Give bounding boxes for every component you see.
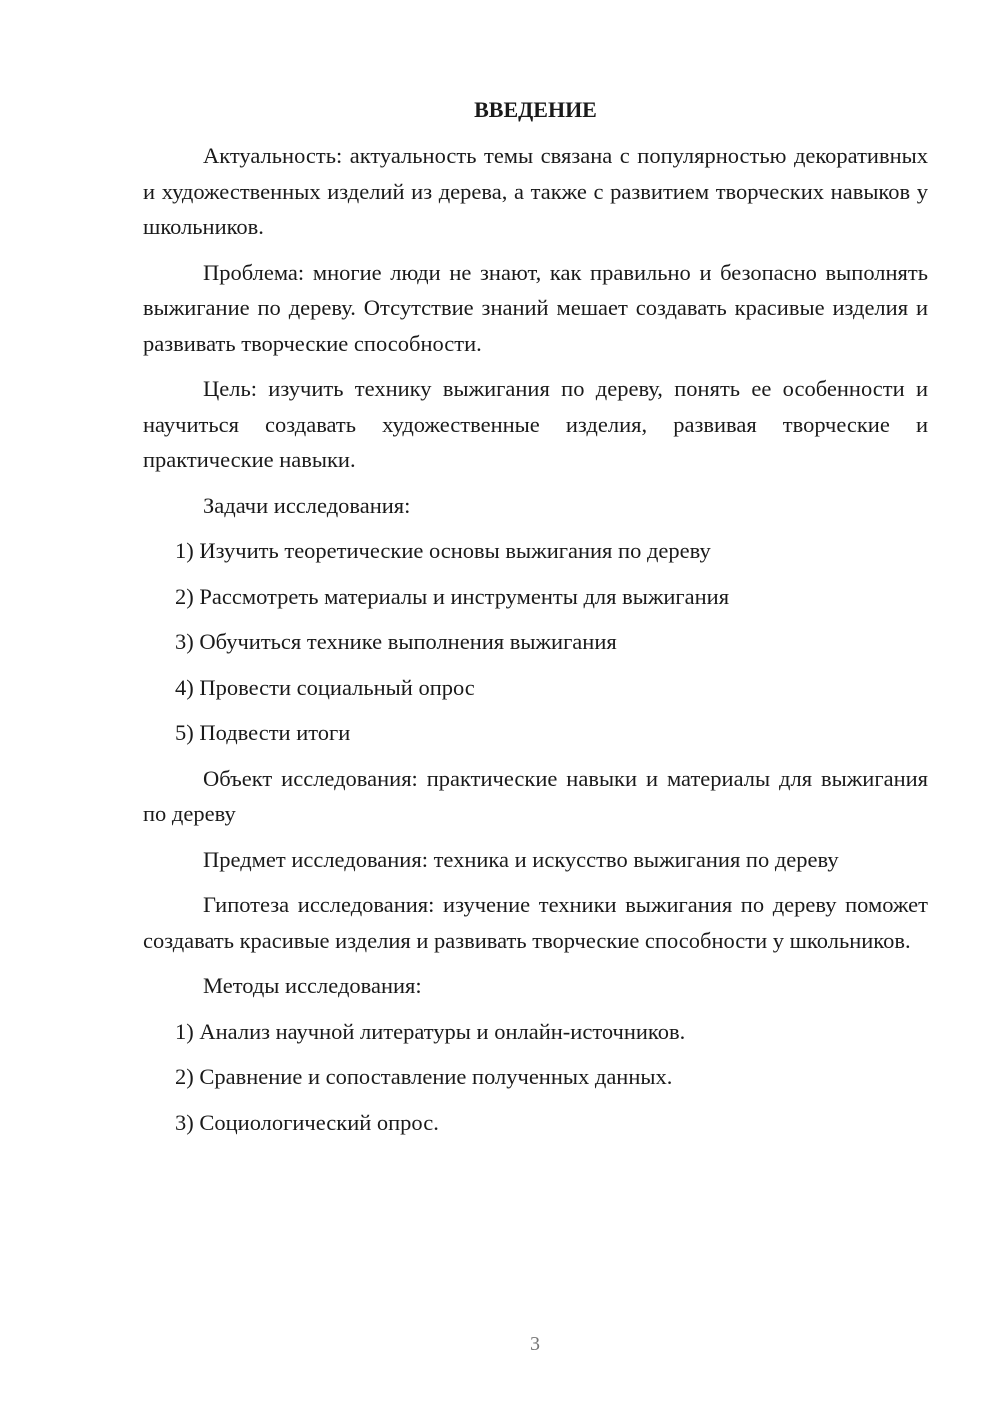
method-item-2: 2) Сравнение и сопоставление полученных данных. — [175, 1064, 673, 1089]
object-paragraph: Объект исследования: практические навыки и материалы для выжигания по дереву — [143, 765, 928, 826]
relevance-paragraph: Актуальность: актуальность темы связана с популярностью декоративных и художественных изделий из дерева, а также с развитием творческих навыков у школьников. — [143, 143, 928, 239]
method-item-1: 1) Анализ научной литературы и онлайн-источников. — [175, 1018, 686, 1044]
section-title: ВВЕДЕНИЕ — [474, 97, 597, 122]
task-item-4: 4) Провести социальный опрос — [175, 674, 475, 700]
problem-paragraph: Проблема: многие люди не знают, как правильно и безопасно выполнять выжигание по дереву. Отсутствие знаний мешает создавать красивые изделия и развивать творческие способности. — [143, 259, 928, 356]
method-item-3: 3) Социологический опрос. — [175, 1109, 439, 1135]
methods-heading: Методы исследования: — [203, 973, 422, 998]
tasks-heading: Задачи исследования: — [203, 492, 411, 518]
task-item-5: 5) Подвести итоги — [175, 720, 351, 745]
hypothesis-paragraph: Гипотеза исследования: изучение техники выжигания по дереву поможет создавать красивые изделия и развивать творческие способности у школьников. — [143, 892, 928, 953]
task-item-3: 3) Обучиться технике выполнения выжигания — [175, 629, 617, 654]
task-item-2: 2) Рассмотреть материалы и инструменты для выжигания — [175, 583, 730, 609]
page-number: 3 — [530, 1333, 540, 1355]
task-item-1: 1) Изучить теоретические основы выжигания по дереву — [175, 538, 711, 563]
goal-paragraph: Цель: изучить технику выжигания по дереву, понять ее особенности и научиться создавать художественные изделия, развивая творческие и практические навыки. — [143, 376, 928, 472]
document-body — [143, 92, 928, 1150]
subject-paragraph: Предмет исследования: техника и искусство выжигания по дереву — [203, 846, 839, 872]
